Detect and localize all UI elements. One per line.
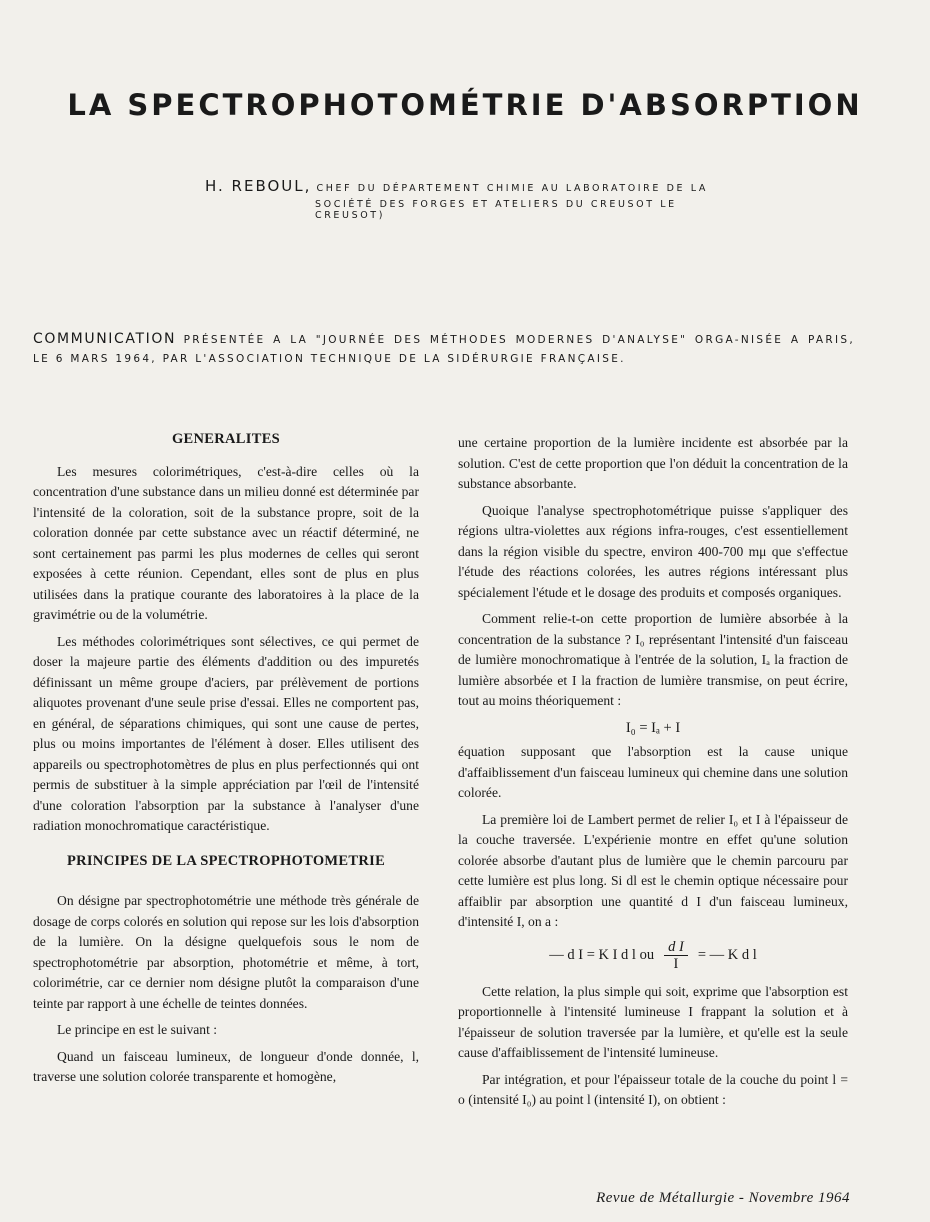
paragraph: équation supposant que l'absorption est la cause unique d'affaiblissement d'un faisceau lumineux qui chemine dans une solution colorée. <box>458 744 848 800</box>
fraction-numerator: d I <box>664 939 688 956</box>
paragraph: Cette relation, la plus simple qui soit, exprime que l'absorption est proportionnelle à l'intensité lumineuse I frappant la solution et à l'épaisseur de solution traversée par la lumière, et qu'elle est la seule cause d'affaiblissement de l'intensité lumineuse. <box>458 983 848 1060</box>
equation-fraction <box>664 939 688 972</box>
article-title: LA SPECTROPHOTOMÉTRIE D'ABSORPTION <box>67 88 863 122</box>
paragraph: On désigne par spectrophotométrie une méthode très générale de dosage de corps colorés en solution qui repose sur les lois d'absorption de la lumière. On la désigne quelquefois sous le nom de spectrophotométrie par absorption, photométrie et même, à tort, colorimétrie, car ce dernier nom désigne plutôt la comparaison d'une teinte par rapport à une échelle de teintes données. <box>33 893 419 1011</box>
paragraph: Les méthodes colorimétriques sont sélectives, ce qui permet de doser la majeure partie des éléments d'addition ou des impuretés définissant un même groupe d'aciers, par prélèvement de portions aliquotes provenant d'une seule prise d'essai. Elles ne comportent pas, en général, de séparations chimiques, qui sont une cause de pertes, plus ou moins importantes de l'élément à doser. Elles utilisent des appareils ou spectrophotomètres de plus en plus perfectionnés qui ont permis de substituer à la simple appréciation par l'œil de l'intensité d'une coloration l'absorption par la substance à l'analyser d'une radiation monochromatique caractéristique. <box>33 633 419 833</box>
equation-intensity-balance: I₀ = Iₐ + I <box>625 719 681 736</box>
paragraph: une certaine proportion de la lumière incidente est absorbée par la solution. C'est de cette proportion que l'on déduit la concentration de la substance absorbante. <box>458 435 848 491</box>
equation-left: — d I = K I d l ou <box>549 946 655 963</box>
section-heading-generalites: GENERALITES <box>171 431 281 447</box>
author-affiliation-line2: SOCIÉTÉ DES FORGES ET ATELIERS DU CREUSOT LE CREUSOT) <box>315 199 677 221</box>
left-column <box>33 425 419 1094</box>
paragraph: Quand un faisceau lumineux, de longueur d'onde donnée, l, traverse une solution colorée transparente et homogène, <box>33 1048 419 1084</box>
paragraph: Comment relie-t-on cette proportion de lumière absorbée à la concentration de la substance ? I₀ représentant l'intensité d'un faisceau de lumière monochromatique à l'entrée de la solution, Iₐ la fraction de lumière absorbée et I la fraction de lumière transmise, on peut écrire, tout au moins théoriquement : <box>458 611 848 708</box>
paragraph: Par intégration, et pour l'épaisseur totale de la couche du point l = o (intensité I₀) au point l (intensité I), on obtient : <box>458 1071 848 1107</box>
section-heading-principes: PRINCIPES DE LA SPECTROPHOTOMETRIE <box>66 852 386 869</box>
author-name: H. REBOUL, <box>205 177 312 195</box>
paragraph: Quoique l'analyse spectrophotométrique puisse s'appliquer des régions ultra-violettes aux régions infra-rouges, c'est essentiellement dans la région visible du spectre, environ 400-700 mμ que s'effectue l'étude des réactions colorées, les autres régions intéressant plus spécialement l'étude et le dosage des produits et composés organiques. <box>458 502 848 600</box>
paragraph: La première loi de Lambert permet de relier I₀ et I à l'épaisseur de la couche traversée. L'expérienie montre en effet qu'une solution colorée absorbe d'autant plus de lumière que le chemin parcouru par cette lumière est plus long. Si dl est le chemin optique nécessaire pour affaiblir par absorption une quantité d I d'un faisceau lumineux, d'intensité I, on a : <box>458 811 848 929</box>
communication-lead: COMMUNICATION <box>33 331 177 347</box>
paragraph: Les mesures colorimétriques, c'est-à-dire celles où la concentration d'une substance dans un milieu donné est déterminée par l'intensité de la coloration, soit de la substance propre, soit de la coloration donnée par cette substance avec un réactif déterminé, ne sont certainement pas parmi les plus modernes de celles qui seront exposées à cette réunion. Cependant, elles sont de plus en plus utilisées dans la pratique courante des laboratoires à la place de la gravimétrie ou de la volumétrie. <box>33 463 419 622</box>
author-affiliation-line1: CHEF DU DÉPARTEMENT CHIMIE AU LABORATOIRE DE LA <box>316 183 708 194</box>
communication-note <box>33 330 855 369</box>
right-column <box>458 433 848 1117</box>
journal-footer: Revue de Métallurgie - Novembre 1964 <box>596 1190 850 1206</box>
fraction-denominator: I <box>673 955 679 972</box>
equation-right: = — K d l <box>697 946 757 963</box>
paragraph: Le principe en est le suivant : <box>57 1022 218 1037</box>
author-block <box>205 176 725 221</box>
equation-lambert <box>458 939 848 972</box>
communication-text: PRÉSENTÉE A LA "JOURNÉE DES MÉTHODES MODERNES D'ANALYSE" ORGA-NISÉE A PARIS, LE 6 MARS 1964, PAR L'ASSOCIATION TECHNIQUE DE LA SIDÉRURGIE FRANÇAISE. <box>33 334 855 365</box>
